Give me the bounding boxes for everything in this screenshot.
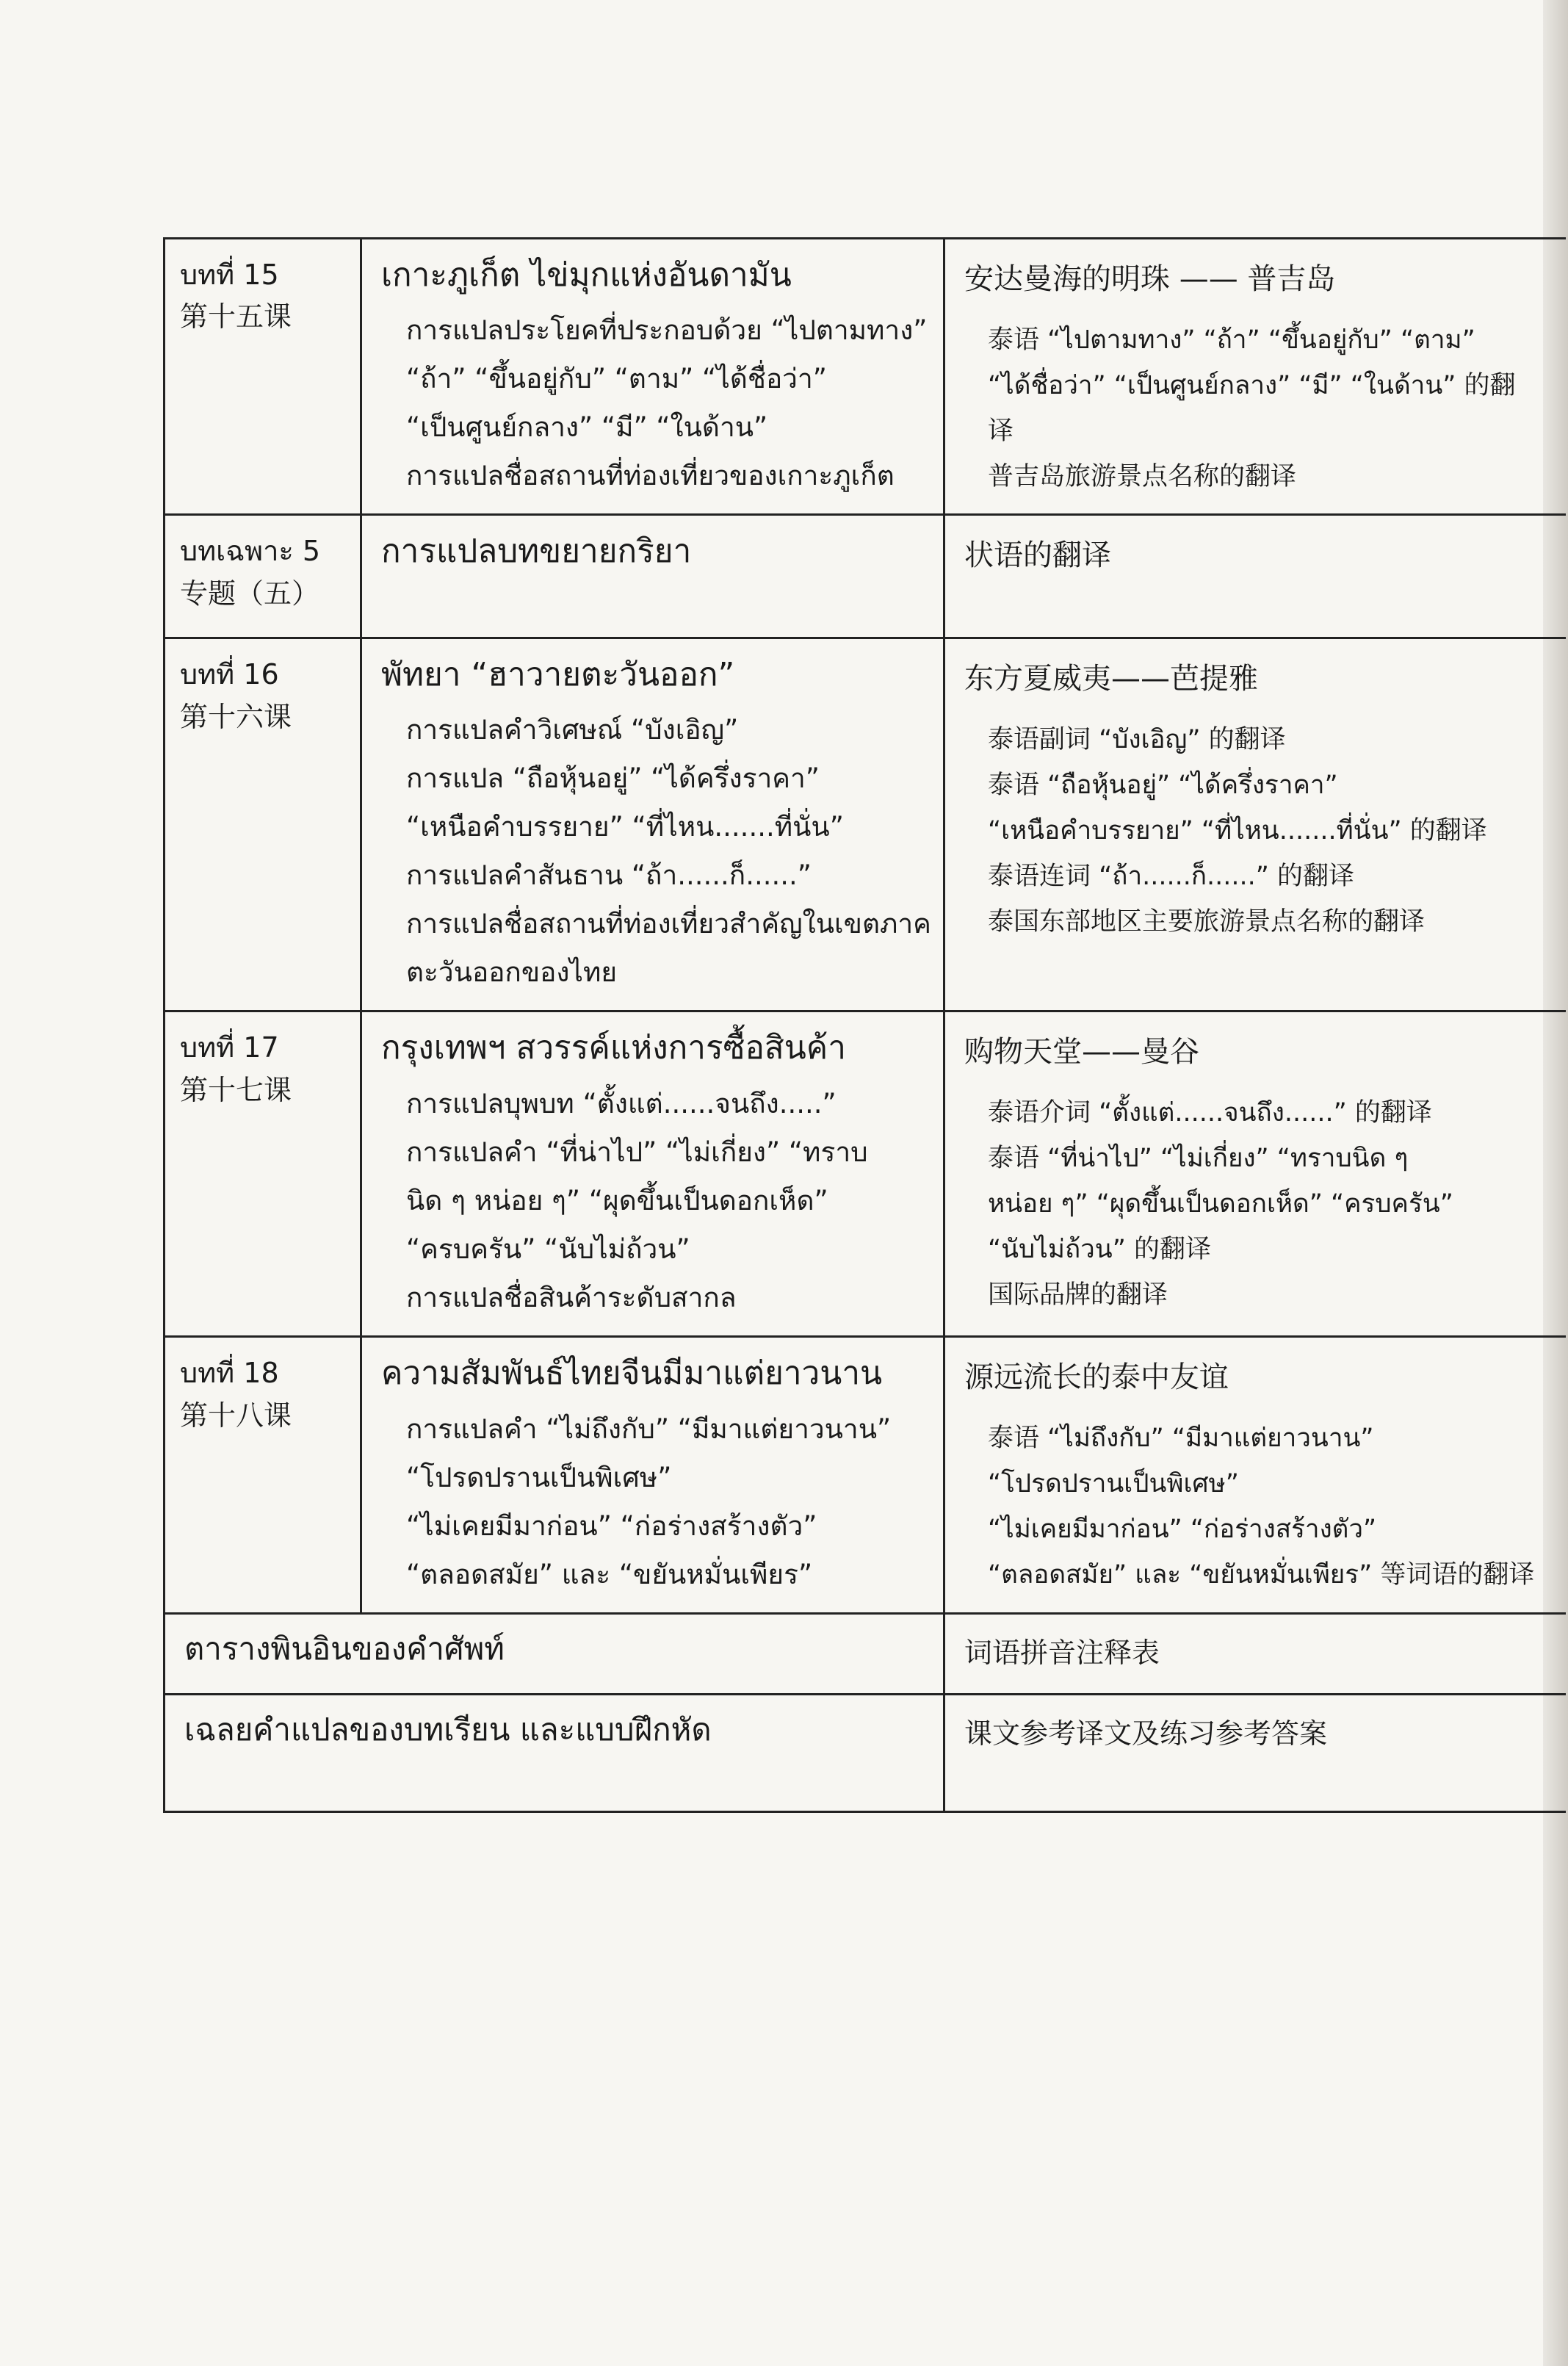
thai-content-cell: [361, 1337, 944, 1613]
lesson-number-th: บทที่ 16: [180, 658, 279, 691]
topic-item-zh: 译: [988, 416, 1014, 446]
lesson-label-cell: [165, 1337, 361, 1613]
thai-content-cell: [361, 638, 944, 1011]
topic-item-th: “โปรดปรานเป็นพิเศษ”: [406, 1461, 672, 1493]
toc-row-lesson-15: [165, 239, 1566, 515]
lesson-number-zh: 第十五课: [180, 300, 292, 333]
toc-row-special-5: [165, 515, 1566, 638]
lesson-label-cell: [165, 515, 361, 638]
lesson-title-zh: 状语的翻译: [964, 538, 1111, 573]
topic-item-th: การแปลชื่อสินค้าระดับสากล: [406, 1281, 737, 1313]
topic-item-th: “ถ้า” “ขึ้นอยู่กับ” “ตาม” “ได้ชื่อว่า”: [406, 363, 827, 395]
appendix-title-zh: 课文参考译文及练习参考答案: [964, 1717, 1328, 1750]
topic-item-th: “ตลอดสมัย” และ “ขยันหมั่นเพียร”: [406, 1558, 813, 1590]
topic-item-th: ตะวันออกของไทย: [406, 956, 618, 989]
appendix-title-th: ตารางพินอินของคำศัพท์: [184, 1630, 505, 1667]
lesson-number-th: บทที่ 18: [180, 1357, 279, 1390]
topic-item-zh: “ได้ชื่อว่า” “เป็นศูนย์กลาง” “มี” “ในด้าน” 的翻: [988, 371, 1516, 400]
toc-row-lesson-18: [165, 1337, 1566, 1613]
topic-item-th: การแปลคำ “ที่น่าไป” “ไม่เกี่ยง” “ทราบ: [406, 1136, 868, 1168]
chinese-content-cell: [944, 1011, 1566, 1337]
topic-item-th: การแปลคำ “ไม่ถึงกับ” “มีมาแต่ยาวนาน”: [406, 1413, 892, 1445]
lesson-title-th: ความสัมพันธ์ไทยจีนมีมาแต่ยาวนาน: [381, 1355, 883, 1393]
chinese-content-cell: [944, 638, 1566, 1011]
topic-item-th: การแปล “ถือหุ้นอยู่” “ได้ครึ่งราคา”: [406, 762, 820, 795]
topic-item-th: นิด ๆ หน่อย ๆ” “ผุดขึ้นเป็นดอกเห็ด”: [406, 1184, 828, 1216]
topic-item-zh: 泰语 “ถือหุ้นอยู่” “ได้ครึ่งราคา”: [988, 771, 1338, 801]
topic-item-th: “เป็นศูนย์กลาง” “มี” “ในด้าน”: [406, 411, 768, 444]
lesson-number-zh: 专题（五）: [180, 577, 320, 610]
toc-row-pinyin-table: [165, 1613, 1566, 1694]
lesson-label-cell: [165, 638, 361, 1011]
topic-item-zh: 泰语 “ที่น่าไป” “ไม่เกี่ยง” “ทราบนิด ๆ: [988, 1144, 1409, 1174]
lesson-title-th: เกาะภูเก็ต ไข่มุกแห่งอันดามัน: [381, 256, 792, 294]
lesson-title-th: พัทยา “ฮาวายตะวันออก”: [381, 656, 735, 694]
topic-item-zh: “โปรดปรานเป็นพิเศษ”: [988, 1469, 1239, 1499]
topic-item-zh: 泰语连词 “ถ้า......ก็......” 的翻译: [988, 862, 1355, 892]
lesson-title-th: การแปลบทขยายกริยา: [381, 533, 692, 571]
appendix-chinese-cell: [944, 1694, 1566, 1811]
lesson-label-cell: [165, 1011, 361, 1337]
topic-item-zh: “นับไม่ถ้วน” 的翻译: [988, 1235, 1211, 1265]
toc-row-lesson-16: [165, 638, 1566, 1011]
topic-item-zh: 泰语 “ไม่ถึงกับ” “มีมาแต่ยาวนาน”: [988, 1424, 1374, 1454]
thai-content-cell: [361, 239, 944, 515]
thai-content-cell: [361, 515, 944, 638]
lesson-title-zh: 购物天堂——曼谷: [964, 1035, 1199, 1070]
lesson-number-th: บทที่ 17: [180, 1031, 279, 1064]
topic-item-th: การแปลคำวิเศษณ์ “บังเอิญ”: [406, 714, 739, 746]
topic-item-th: การแปลบุพบท “ตั้งแต่......จนถึง.....”: [406, 1087, 837, 1119]
chinese-content-cell: [944, 1337, 1566, 1613]
lesson-number-th: บทที่ 15: [180, 259, 279, 291]
toc-row-answer-key: [165, 1694, 1566, 1811]
topic-item-zh: 国际品牌的翻译: [988, 1280, 1168, 1310]
topic-item-th: การแปลประโยคที่ประกอบด้วย “ไปตามทาง”: [406, 314, 928, 347]
lesson-title-zh: 源远流长的泰中友谊: [964, 1360, 1229, 1395]
lesson-number-zh: 第十六课: [180, 700, 292, 733]
chinese-content-cell: [944, 515, 1566, 638]
topic-item-zh: 泰语 “ไปตามทาง” “ถ้า” “ขึ้นอยู่กับ” “ตาม”: [988, 325, 1475, 355]
topic-item-zh: “เหนือคำบรรยาย” “ที่ไหน.......ที่นั่น” 的翻译: [988, 816, 1487, 846]
lesson-title-th: กรุงเทพฯ สวรรค์แห่งการซื้อสินค้า: [381, 1029, 846, 1067]
lesson-title-zh: 东方夏威夷——芭提雅: [964, 662, 1258, 696]
topic-item-zh: “ไม่เคยมีมาก่อน” “ก่อร่างสร้างตัว”: [988, 1515, 1377, 1545]
lesson-title-zh: 安达曼海的明珠 —— 普吉岛: [964, 262, 1336, 296]
lesson-label-cell: [165, 239, 361, 515]
table-of-contents: [163, 237, 1566, 1813]
topic-item-th: การแปลคำสันธาน “ถ้า......ก็......”: [406, 859, 812, 892]
topic-item-th: การแปลชื่อสถานที่ท่องเที่ยวของเกาะภูเก็ต: [406, 460, 895, 492]
appendix-chinese-cell: [944, 1613, 1566, 1694]
topic-item-zh: “ตลอดสมัย” และ “ขยันหมั่นเพียร” 等词语的翻译: [988, 1560, 1535, 1590]
appendix-title-zh: 词语拼音注释表: [964, 1636, 1160, 1669]
topic-item-zh: 泰语介词 “ตั้งแต่......จนถึง......” 的翻译: [988, 1098, 1432, 1128]
topic-item-zh: 泰语副词 “บังเอิญ” 的翻译: [988, 725, 1286, 755]
topic-item-zh: หน่อย ๆ” “ผุดขึ้นเป็นดอกเห็ด” “ครบครัน”: [988, 1189, 1453, 1219]
topic-item-th: “เหนือคำบรรยาย” “ที่ไหน.......ที่นั่น”: [406, 811, 844, 843]
lesson-number-zh: 第十八课: [180, 1399, 292, 1432]
topic-item-zh: 普吉岛旅游景点名称的翻译: [988, 462, 1297, 491]
chinese-content-cell: [944, 239, 1566, 515]
topic-item-th: “ไม่เคยมีมาก่อน” “ก่อร่างสร้างตัว”: [406, 1510, 817, 1542]
lesson-number-zh: 第十七课: [180, 1073, 292, 1106]
topic-item-zh: 泰国东部地区主要旅游景点名称的翻译: [988, 907, 1426, 937]
lesson-number-th: บทเฉพาะ 5: [180, 535, 321, 568]
appendix-title-th: เฉลยคำแปลของบทเรียน และแบบฝึกหัด: [184, 1711, 712, 1748]
appendix-thai-cell: [165, 1694, 944, 1811]
appendix-thai-cell: [165, 1613, 944, 1694]
topic-item-th: “ครบครัน” “นับไม่ถ้วน”: [406, 1233, 690, 1265]
toc-row-lesson-17: [165, 1011, 1566, 1337]
thai-content-cell: [361, 1011, 944, 1337]
topic-item-th: การแปลชื่อสถานที่ท่องเที่ยวสำคัญในเขตภาค: [406, 908, 931, 940]
